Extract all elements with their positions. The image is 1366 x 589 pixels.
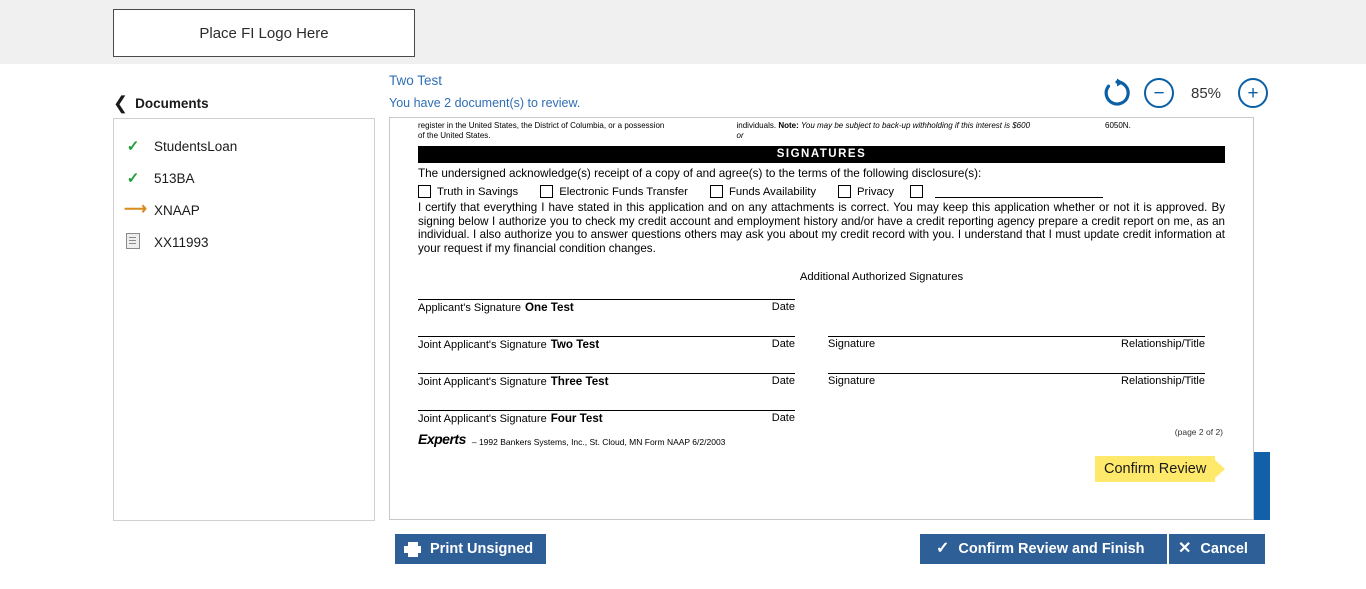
date-label: Date: [771, 412, 795, 425]
signature-label: Signature: [828, 338, 876, 351]
page-icon: [124, 233, 142, 252]
additional-signature-field-2[interactable]: [828, 336, 1205, 351]
list-item[interactable]: [114, 194, 374, 226]
signature-label: Joint Applicant's Signature Three Test: [418, 375, 609, 389]
documents-to-review-count: You have 2 document(s) to review.: [389, 96, 581, 110]
top-left-text: register in the United States, the District of Columbia, or a possession of the United States.: [418, 121, 665, 140]
checkbox-funds-availability[interactable]: [710, 185, 723, 198]
signature-row: [418, 373, 1225, 388]
additional-signature-field-1[interactable]: [828, 299, 1205, 314]
signature-row: [418, 336, 1225, 351]
signature-label: Applicant's Signature One Test: [418, 301, 574, 315]
applicant-signature-field[interactable]: [418, 299, 795, 314]
other-disclosure-blank-line: [935, 185, 1103, 198]
document-list: [113, 118, 375, 521]
zoom-level-label: 85%: [1190, 84, 1222, 102]
checkbox-privacy[interactable]: [838, 185, 851, 198]
top-right-text: 6050N.: [1105, 121, 1131, 130]
signature-label: Signature: [828, 375, 876, 388]
confirm-review-and-finish-label: Confirm Review and Finish: [958, 541, 1145, 557]
document-name: 513BA: [154, 170, 195, 186]
close-icon: ✕: [1178, 540, 1192, 557]
relationship-title-label: Relationship/Title: [1121, 375, 1205, 388]
date-label: Date: [771, 375, 795, 388]
top-mid-prefix: individuals.: [736, 121, 777, 130]
date-label: Date: [771, 338, 795, 351]
checkbox-other-disclosure[interactable]: [910, 185, 923, 198]
header-band: [0, 0, 1366, 65]
top-mid-text: [737, 121, 1037, 141]
print-unsigned-label: Print Unsigned: [430, 541, 534, 557]
refresh-icon[interactable]: [1102, 78, 1132, 108]
callout-arrow-icon: [1215, 460, 1225, 478]
zoom-in-button[interactable]: +: [1238, 78, 1268, 108]
top-mid-note-text: You may be subject to back-up withholding if this interest is $600 or: [736, 121, 1031, 140]
signer-name: Three Test: [550, 375, 609, 389]
printer-icon: [404, 542, 421, 556]
back-to-documents-label: Documents: [135, 95, 209, 111]
side-scroll-tab[interactable]: [1254, 452, 1270, 520]
document-top-strip: [418, 118, 1225, 141]
disclosure-label-truth-in-savings: Truth in Savings: [437, 185, 519, 198]
list-item[interactable]: [114, 130, 374, 162]
signature-label: Joint Applicant's Signature Two Test: [418, 338, 600, 352]
additional-signature-field-4[interactable]: [828, 410, 1205, 425]
disclosure-checkbox-row: [418, 185, 1225, 198]
signer-name: Two Test: [550, 338, 600, 352]
toolbar: [0, 64, 1366, 118]
disclosure-label-privacy: Privacy: [857, 185, 895, 198]
chevron-left-icon: ❮: [113, 93, 129, 113]
additional-signature-field-3[interactable]: [828, 373, 1205, 388]
joint-applicant-signature-field-3[interactable]: [418, 373, 795, 388]
document-owner-name: Two Test: [389, 73, 443, 88]
cancel-label: Cancel: [1200, 541, 1248, 557]
list-item[interactable]: [114, 162, 374, 194]
certification-text: I certify that everything I have stated in this application and on any attachments is correct. You may keep this application whether or not it is approved. By signing below I authorize you to check my credit account and employment history and/or have a credit reporting agency prepare a credit report on me, as an individual. I also authorize you to answer questions others may ask you about my credit record with you. I understand that I must update credit information at your request if my financial condition changes.: [418, 201, 1225, 255]
signer-name: Four Test: [550, 412, 603, 426]
action-bar: [0, 528, 1366, 589]
document-footer-text: – 1992 Bankers Systems, Inc., St. Cloud, MN Form NAAP 6/2/2003: [471, 437, 726, 448]
zoom-out-button[interactable]: −: [1144, 78, 1174, 108]
confirm-review-callout: [1095, 456, 1225, 482]
document-name: XNAAP: [154, 202, 200, 218]
disclosure-label-funds-availability: Funds Availability: [728, 185, 817, 198]
relationship-title-label: Relationship/Title: [1121, 338, 1205, 351]
signatures-section-header: SIGNATURES: [418, 146, 1225, 163]
joint-applicant-signature-field-4[interactable]: [418, 410, 795, 425]
signature-grid: [418, 299, 1225, 425]
arrow-right-icon: ⟶: [124, 201, 147, 218]
signature-row: [418, 299, 1225, 314]
cancel-button[interactable]: [1169, 534, 1265, 564]
checkbox-electronic-funds-transfer[interactable]: [540, 185, 553, 198]
document-page: [390, 118, 1253, 447]
back-to-documents-button[interactable]: [113, 94, 209, 112]
list-item[interactable]: [114, 226, 374, 258]
document-name: XX11993: [154, 234, 209, 250]
acknowledgement-text: The undersigned acknowledge(s) receipt of a copy of and agree(s) to the terms of the following disclosure(s):: [418, 167, 982, 180]
page-number-label: (page 2 of 2): [1174, 427, 1223, 438]
signature-label: Joint Applicant's Signature Four Test: [418, 412, 603, 426]
checkbox-truth-in-savings[interactable]: [418, 185, 431, 198]
top-mid-note-label: Note:: [778, 121, 799, 130]
signature-row: [418, 410, 1225, 425]
print-unsigned-button[interactable]: [395, 534, 546, 564]
disclosure-label-electronic-funds-transfer: Electronic Funds Transfer: [559, 185, 688, 198]
joint-applicant-signature-field-2[interactable]: [418, 336, 795, 351]
document-name: StudentsLoan: [154, 138, 238, 154]
document-info: [389, 72, 580, 112]
confirm-review-and-finish-button[interactable]: [920, 534, 1167, 564]
confirm-review-callout-text: Confirm Review: [1095, 456, 1215, 482]
check-icon: ✓: [126, 137, 140, 155]
logo-placeholder: Place FI Logo Here: [113, 9, 415, 57]
check-icon: ✓: [936, 540, 950, 557]
signer-name: One Test: [525, 301, 574, 315]
date-label: Date: [771, 301, 795, 314]
check-icon: ✓: [126, 169, 140, 187]
bankers-systems-logo: Experts: [418, 431, 466, 448]
additional-authorized-signatures-label: Additional Authorized Signatures: [799, 271, 964, 284]
zoom-controls: [1102, 78, 1268, 108]
document-footer: [418, 431, 1225, 447]
